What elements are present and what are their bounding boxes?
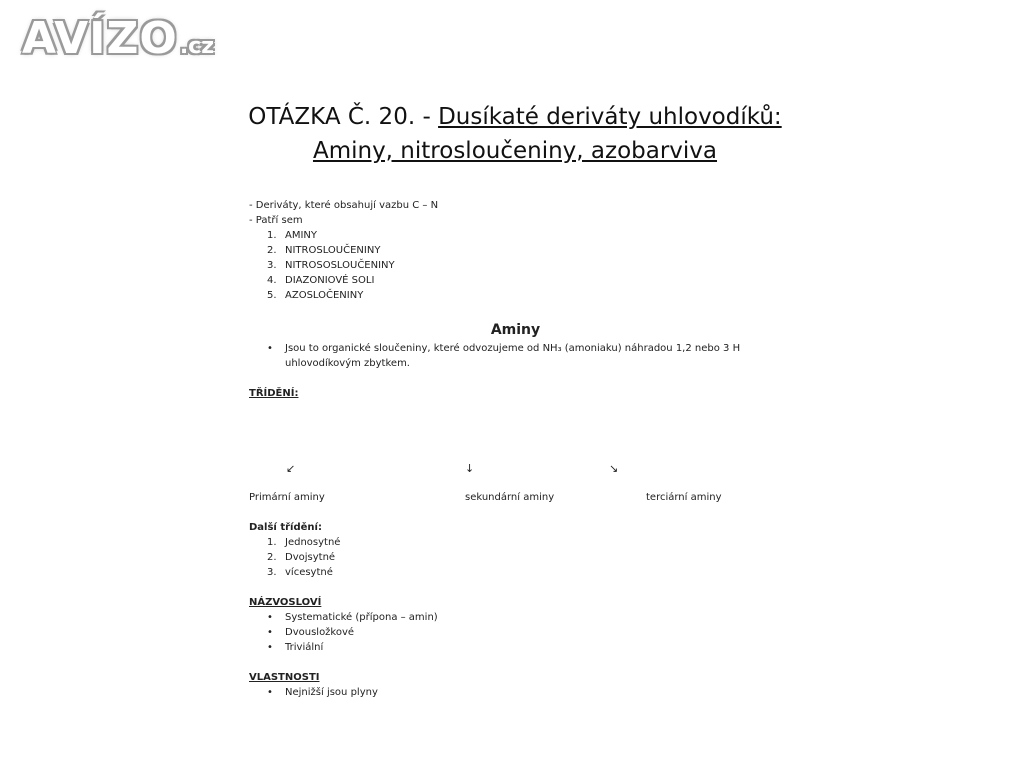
vlastnosti-heading: VLASTNOSTI <box>249 672 320 683</box>
intro-line-1: - Deriváty, které obsahují vazbu C – N <box>249 200 439 211</box>
class-tertiary: terciární aminy <box>646 492 722 503</box>
vlastnosti-list <box>249 685 809 700</box>
list-item <box>249 685 809 700</box>
list-item <box>249 565 809 580</box>
nazvoslovi-list <box>249 610 809 655</box>
arrow-down-icon: ↓ <box>465 462 475 475</box>
bullet-icon: • <box>267 642 273 653</box>
nazvoslovi-heading: NÁZVOSLOVÍ <box>249 597 322 608</box>
list-text: Dvojsytné <box>285 552 336 563</box>
page-title <box>0 100 1024 168</box>
list-item <box>249 535 809 550</box>
list-item <box>249 550 809 565</box>
arrow-down-left-icon: ↙ <box>286 462 296 475</box>
aminy-heading: Aminy <box>490 322 541 338</box>
bullet-icon: • <box>267 612 273 623</box>
list-item <box>249 610 809 625</box>
list-text: Dvousložkové <box>285 627 355 638</box>
list-number: 2. <box>267 552 277 563</box>
list-text: Nejnižší jsou plyny <box>285 687 378 698</box>
bullet-icon: • <box>267 687 273 698</box>
list-number: 1. <box>267 230 277 241</box>
amine-classes <box>249 490 809 505</box>
list-item <box>249 258 809 273</box>
class-secondary: sekundární aminy <box>465 492 555 503</box>
title-underlined-2: Aminy, nitrosloučeniny, azobarviva <box>312 138 718 164</box>
list-item <box>249 341 775 371</box>
list-number: 4. <box>267 275 277 286</box>
dalsi-trideni-heading: Další třídění: <box>249 522 322 533</box>
list-item <box>249 288 809 303</box>
title-prefix: OTÁZKA Č. 20. - <box>248 104 439 130</box>
list-text: AMINY <box>285 230 318 241</box>
intro-list <box>249 228 809 303</box>
list-text: NITROSOSLOUČENINY <box>285 260 395 271</box>
title-line-2 <box>0 134 1024 168</box>
list-item <box>249 273 809 288</box>
arrow-down-right-icon: ↘ <box>609 462 619 475</box>
list-number: 3. <box>267 260 277 271</box>
list-text: DIAZONIOVÉ SOLI <box>285 275 375 286</box>
title-underlined-1: Dusíkaté deriváty uhlovodíků: <box>438 104 782 130</box>
title-line-1 <box>0 100 1024 134</box>
aminy-definition: Jsou to organické sloučeniny, které odvozujeme od NH₃ (amoniaku) náhradou 1,2 nebo 3 H uhlovodíkovým zbytkem. <box>285 343 741 369</box>
logo-name: AVÍZO <box>22 13 178 64</box>
list-item <box>249 243 809 258</box>
list-item <box>249 625 809 640</box>
list-item <box>249 640 809 655</box>
list-text: NITROSLOUČENINY <box>285 245 381 256</box>
intro-line-2: - Patří sem <box>249 215 303 226</box>
trideni-heading: TŘÍDĚNÍ: <box>249 388 299 399</box>
logo-tld: .cz <box>179 34 215 59</box>
list-number: 2. <box>267 245 277 256</box>
list-text: vícesytné <box>285 567 333 578</box>
avizo-logo[interactable] <box>22 14 214 72</box>
list-text: Jednosytné <box>285 537 341 548</box>
list-number: 3. <box>267 567 277 578</box>
dalsi-trideni-list <box>249 535 809 580</box>
list-text: Systematické (přípona – amin) <box>285 612 438 623</box>
aminy-bullets <box>249 341 809 371</box>
list-item <box>249 228 809 243</box>
class-primary: Primární aminy <box>249 492 325 503</box>
bullet-icon: • <box>267 627 273 638</box>
list-number: 5. <box>267 290 277 301</box>
list-text: AZOSLOČENINY <box>285 290 364 301</box>
list-number: 1. <box>267 537 277 548</box>
list-text: Triviální <box>285 642 324 653</box>
bullet-icon: • <box>267 343 273 354</box>
document-body <box>249 198 809 700</box>
classification-arrows <box>249 461 809 476</box>
